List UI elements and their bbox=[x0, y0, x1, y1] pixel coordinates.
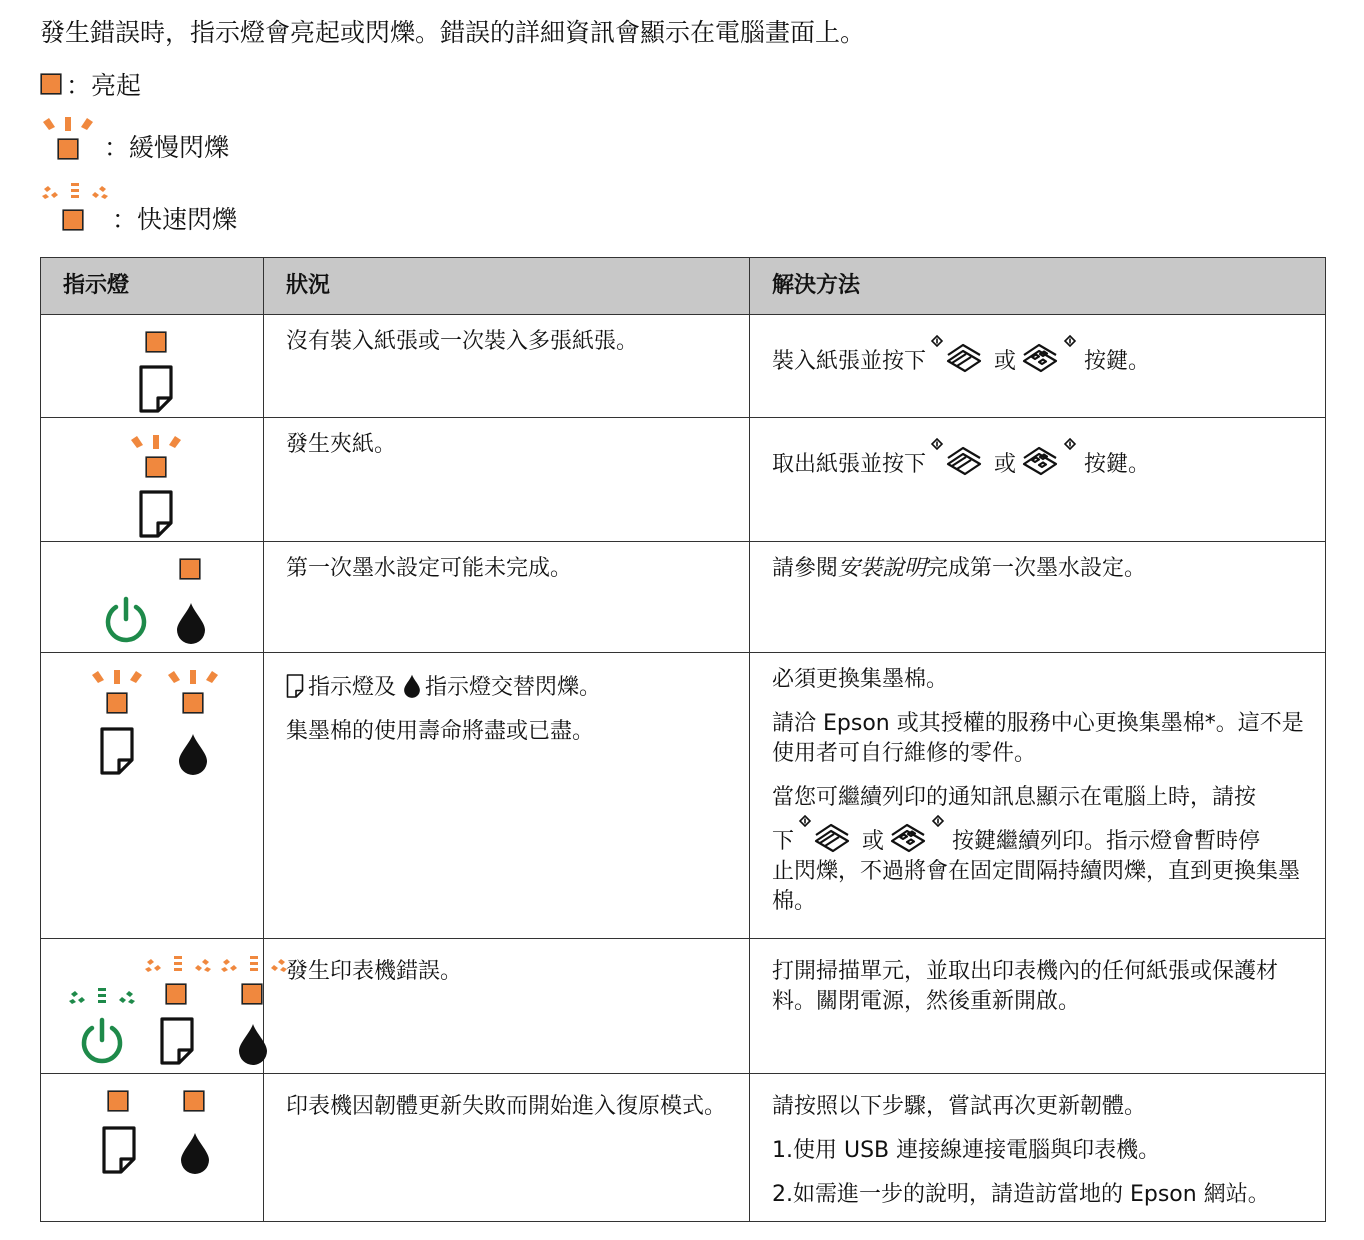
status-cell bbox=[264, 653, 750, 939]
bw-copy-button-icon bbox=[930, 333, 990, 377]
table-row bbox=[41, 418, 1326, 542]
color-copy-button-icon bbox=[888, 813, 948, 857]
slow-blink-icon bbox=[165, 669, 221, 693]
solution-text: 打開掃描單元，並取出印表機內的任何紙張或保護材料。關閉電源，然後重新開啟。 bbox=[772, 959, 1279, 1014]
status-text-b: 指示燈交替閃爍。 bbox=[425, 675, 602, 700]
legend-slow bbox=[40, 114, 229, 164]
paper-light-on-icon bbox=[107, 1090, 129, 1112]
ink-light-icon bbox=[182, 692, 204, 714]
paper-light-icon bbox=[106, 692, 128, 714]
solution-cell bbox=[750, 542, 1326, 653]
solution-2: 1.使用 USB 連接線連接電腦與印表機。 bbox=[772, 1138, 1161, 1163]
solution-or: 或 bbox=[994, 452, 1017, 477]
table-row bbox=[41, 542, 1326, 653]
solution-prefix: 裝入紙張並按下 bbox=[772, 349, 927, 374]
status-cell bbox=[264, 418, 750, 542]
paper-icon bbox=[99, 727, 135, 775]
solution-or: 或 bbox=[994, 349, 1017, 374]
setup-guide-link: 安裝說明 bbox=[838, 556, 927, 581]
legend-slow-label: ：緩慢閃爍 bbox=[104, 133, 230, 162]
status-text: 第一次墨水設定可能未完成。 bbox=[286, 556, 573, 581]
paper-light-icon bbox=[145, 456, 167, 478]
legend-fast bbox=[40, 178, 237, 236]
ink-light-on-icon bbox=[179, 558, 201, 580]
light-on-icon bbox=[40, 73, 62, 95]
paper-light-on-icon bbox=[145, 331, 167, 353]
status-text: 發生印表機錯誤。 bbox=[286, 959, 463, 984]
solution-1: 請按照以下步驟，嘗試再次更新韌體。 bbox=[772, 1094, 1147, 1119]
indicator-cell bbox=[41, 939, 264, 1074]
status-text: 沒有裝入紙張或一次裝入多張紙張。 bbox=[286, 329, 639, 354]
solution-suffix: 按鍵。 bbox=[1084, 349, 1151, 374]
solution-3-or: 或 bbox=[862, 829, 885, 854]
solution-3-down: 下 bbox=[772, 829, 795, 854]
paper-icon bbox=[101, 1126, 137, 1174]
paper-icon bbox=[286, 674, 304, 698]
ink-light-on-icon bbox=[183, 1090, 205, 1112]
bw-copy-button-icon bbox=[798, 813, 858, 857]
table-row bbox=[41, 939, 1326, 1074]
solution-cell bbox=[750, 1074, 1326, 1222]
solution-1: 必須更換集墨棉。 bbox=[772, 667, 949, 692]
legend-on bbox=[40, 66, 141, 102]
solution-text-b: 完成第一次墨水設定。 bbox=[926, 556, 1147, 581]
status-cell bbox=[264, 1074, 750, 1222]
solution-3-key: 按鍵繼續列印。指示燈會暫時停 bbox=[952, 829, 1261, 854]
slow-blink-icon bbox=[128, 434, 184, 458]
slow-blink-icon bbox=[40, 116, 96, 162]
solution-text-a: 請參閱 bbox=[772, 556, 839, 581]
legend-fast-label: ：快速閃爍 bbox=[112, 205, 238, 234]
ink-light-icon bbox=[241, 983, 263, 1005]
indicator-cell bbox=[41, 542, 264, 653]
color-copy-button-icon bbox=[1020, 436, 1080, 480]
indicator-cell bbox=[41, 1074, 264, 1222]
paper-icon bbox=[159, 1017, 195, 1065]
status-text: 發生夾紙。 bbox=[286, 432, 397, 457]
table-row bbox=[41, 315, 1326, 418]
header-indicator: 指示燈 bbox=[41, 258, 264, 315]
legend-on-label: ：亮起 bbox=[66, 71, 142, 100]
ink-drop-icon bbox=[175, 602, 207, 644]
ink-drop-icon bbox=[177, 733, 209, 775]
status-text-2: 集墨棉的使用壽命將盡或已盡。 bbox=[286, 719, 595, 744]
solution-cell bbox=[750, 653, 1326, 939]
table-header-row bbox=[41, 258, 1326, 315]
status-text: 印表機因韌體更新失敗而開始進入復原模式。 bbox=[286, 1094, 727, 1119]
solution-suffix: 按鍵。 bbox=[1084, 452, 1151, 477]
intro-text: 發生錯誤時，指示燈會亮起或閃爍。錯誤的詳細資訊會顯示在電腦畫面上。 bbox=[40, 18, 866, 47]
fast-blink-icon bbox=[143, 955, 213, 981]
indicator-cell bbox=[41, 315, 264, 418]
paper-light-icon bbox=[165, 983, 187, 1005]
solution-cell bbox=[750, 315, 1326, 418]
fast-blink-icon bbox=[40, 182, 110, 232]
slow-blink-icon bbox=[89, 669, 145, 693]
bw-copy-button-icon bbox=[930, 436, 990, 480]
error-table bbox=[40, 257, 1326, 1222]
solution-3a: 當您可繼續列印的通知訊息顯示在電腦上時，請按 bbox=[772, 785, 1257, 810]
color-copy-button-icon bbox=[1020, 333, 1080, 377]
solution-3: 2.如需進一步的說明，請造訪當地的 Epson 網站。 bbox=[772, 1182, 1270, 1207]
power-icon bbox=[77, 1015, 127, 1065]
solution-prefix: 取出紙張並按下 bbox=[772, 452, 927, 477]
table-row bbox=[41, 1074, 1326, 1222]
ink-drop-icon bbox=[237, 1023, 269, 1065]
solution-3b: 止閃爍，不過將會在固定間隔持續閃爍，直到更換集墨棉。 bbox=[772, 859, 1301, 914]
paper-icon bbox=[138, 490, 174, 538]
ink-drop-icon bbox=[179, 1132, 211, 1174]
paper-icon bbox=[138, 365, 174, 413]
indicator-cell bbox=[41, 653, 264, 939]
power-fast-blink-icon bbox=[67, 987, 137, 1013]
status-cell bbox=[264, 315, 750, 418]
status-cell bbox=[264, 542, 750, 653]
ink-drop-icon bbox=[403, 674, 421, 698]
power-icon bbox=[101, 594, 151, 644]
solution-cell bbox=[750, 418, 1326, 542]
solution-cell bbox=[750, 939, 1326, 1074]
fast-blink-icon bbox=[219, 955, 289, 981]
indicator-cell bbox=[41, 418, 264, 542]
solution-2: 請洽 Epson 或其授權的服務中心更換集墨棉*。這不是使用者可自行維修的零件。 bbox=[772, 711, 1304, 766]
header-solution: 解決方法 bbox=[750, 258, 1326, 315]
table-row bbox=[41, 653, 1326, 939]
status-text-a: 指示燈及 bbox=[308, 675, 397, 700]
header-status: 狀況 bbox=[264, 258, 750, 315]
status-cell bbox=[264, 939, 750, 1074]
